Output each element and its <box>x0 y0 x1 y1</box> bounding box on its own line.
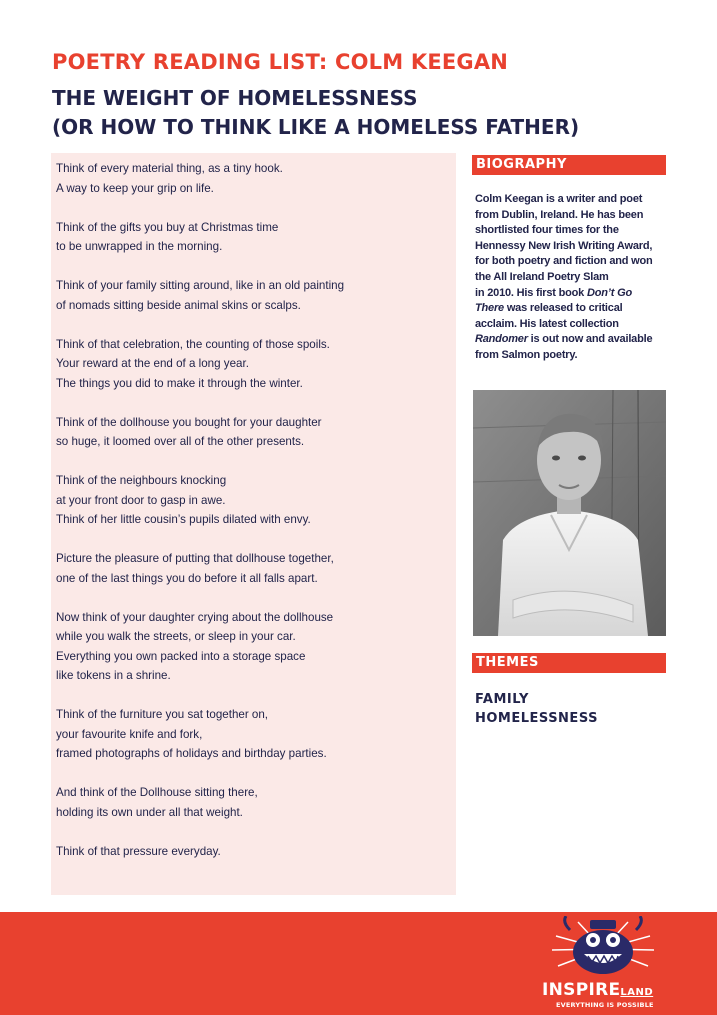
book-title-randomer: Randomer <box>475 333 528 346</box>
poem-line: Think of the neighbours knocking <box>56 474 227 487</box>
poem-stanza <box>56 471 451 530</box>
bio-line: from Salmon poetry. <box>475 348 578 361</box>
page-title: POETRY READING LIST: COLM KEEGAN <box>52 50 509 74</box>
theme-item: HOMELESSNESS <box>475 711 598 726</box>
poem-stanza <box>56 705 451 764</box>
poem-line: Think of your family sitting around, like in an old painting <box>56 279 345 292</box>
poem-line: Picture the pleasure of putting that dollhouse together, <box>56 552 334 565</box>
author-photo <box>473 390 666 636</box>
poem-stanza <box>56 218 451 257</box>
poem-line: Think of her little cousin’s pupils dilated with envy. <box>56 513 311 526</box>
bio-line: in 2010. His first book Don’t Go <box>475 286 633 299</box>
poem-stanza <box>56 549 451 588</box>
poem-title <box>52 84 579 142</box>
poem-line: Your reward at the end of a long year. <box>56 357 249 370</box>
inspireland-mascot-icon <box>548 916 658 982</box>
bio-line: Hennessy New Irish Writing Award, <box>475 239 653 252</box>
themes-list <box>475 690 598 728</box>
poem-line: like tokens in a shrine. <box>56 669 171 682</box>
poem-line: your favourite knife and fork, <box>56 727 203 741</box>
poem-line: Think of that pressure everyday. <box>56 844 221 858</box>
poem-line: so huge, it loomed over all of the other presents. <box>56 435 305 448</box>
biography-heading: BIOGRAPHY <box>472 155 666 175</box>
poem-line: Think of the gifts you buy at Christmas time <box>56 220 279 234</box>
footer-bar <box>0 912 717 1015</box>
poem-line: Think of the furniture you sat together on, <box>56 708 269 721</box>
bio-line: for both poetry and fiction and won <box>475 255 653 268</box>
bio-line: acclaim. His latest collection <box>475 317 619 330</box>
poem-stanza <box>56 276 451 315</box>
poem-line: Now think of your daughter crying about the dollhouse <box>56 610 334 624</box>
poem-stanza <box>56 335 451 394</box>
poem-line: while you walk the streets, or sleep in your car. <box>56 630 296 643</box>
book-title-dont-go-there-cont: There <box>475 302 504 315</box>
poem-title-line-1: THE WEIGHT OF HOMELESSNESS <box>52 86 418 110</box>
poem-line: Think of the dollhouse you bought for your daughter <box>56 415 322 429</box>
poem-line: at your front door to gasp in awe. <box>56 493 226 507</box>
poem-line: Think of that celebration, the counting of those spoils. <box>56 337 330 351</box>
poem-panel <box>51 153 456 895</box>
poem-line: one of the last things you do before it all falls apart. <box>56 571 318 585</box>
bio-line: shortlisted four times for the <box>475 224 619 237</box>
poem-line: Everything you own packed into a storage space <box>56 649 306 663</box>
poem-line: holding its own under all that weight. <box>56 805 243 819</box>
poem-stanza <box>56 413 451 452</box>
poem-stanza <box>56 842 451 862</box>
poem-stanza <box>56 159 451 198</box>
theme-item: FAMILY <box>475 692 529 707</box>
poem-stanza <box>56 783 451 822</box>
poem-line: of nomads sitting beside animal skins or scalps. <box>56 298 301 312</box>
themes-heading: THEMES <box>472 653 666 673</box>
biography-text <box>475 192 670 364</box>
poem-text <box>56 159 451 881</box>
poem-title-line-2: (OR HOW TO THINK LIKE A HOMELESS FATHER) <box>52 115 580 139</box>
logo-tagline: EVERYTHING IS POSSIBLE <box>556 1001 654 1009</box>
bio-line: Randomer is out now and available <box>475 333 653 346</box>
inspireland-logo-text: INSPIRELAND <box>542 980 654 1000</box>
book-title-dont-go-there: Don’t Go <box>586 286 633 299</box>
poem-line: A way to keep your grip on life. <box>56 181 214 195</box>
poem-stanza <box>56 608 451 686</box>
bio-line: from Dublin, Ireland. He has been <box>475 208 644 221</box>
poem-line: Think of every material thing, as a tiny hook. <box>56 162 283 175</box>
bio-line: There was released to critical <box>475 302 623 315</box>
poem-line: to be unwrapped in the morning. <box>56 240 223 253</box>
poem-line: The things you did to make it through the winter. <box>56 376 303 390</box>
poem-line: framed photographs of holidays and birthday parties. <box>56 747 327 760</box>
bio-line: Colm Keegan is a writer and poet <box>475 193 643 205</box>
poem-line: And think of the Dollhouse sitting there, <box>56 786 258 799</box>
bio-line: the All Ireland Poetry Slam <box>475 270 609 283</box>
